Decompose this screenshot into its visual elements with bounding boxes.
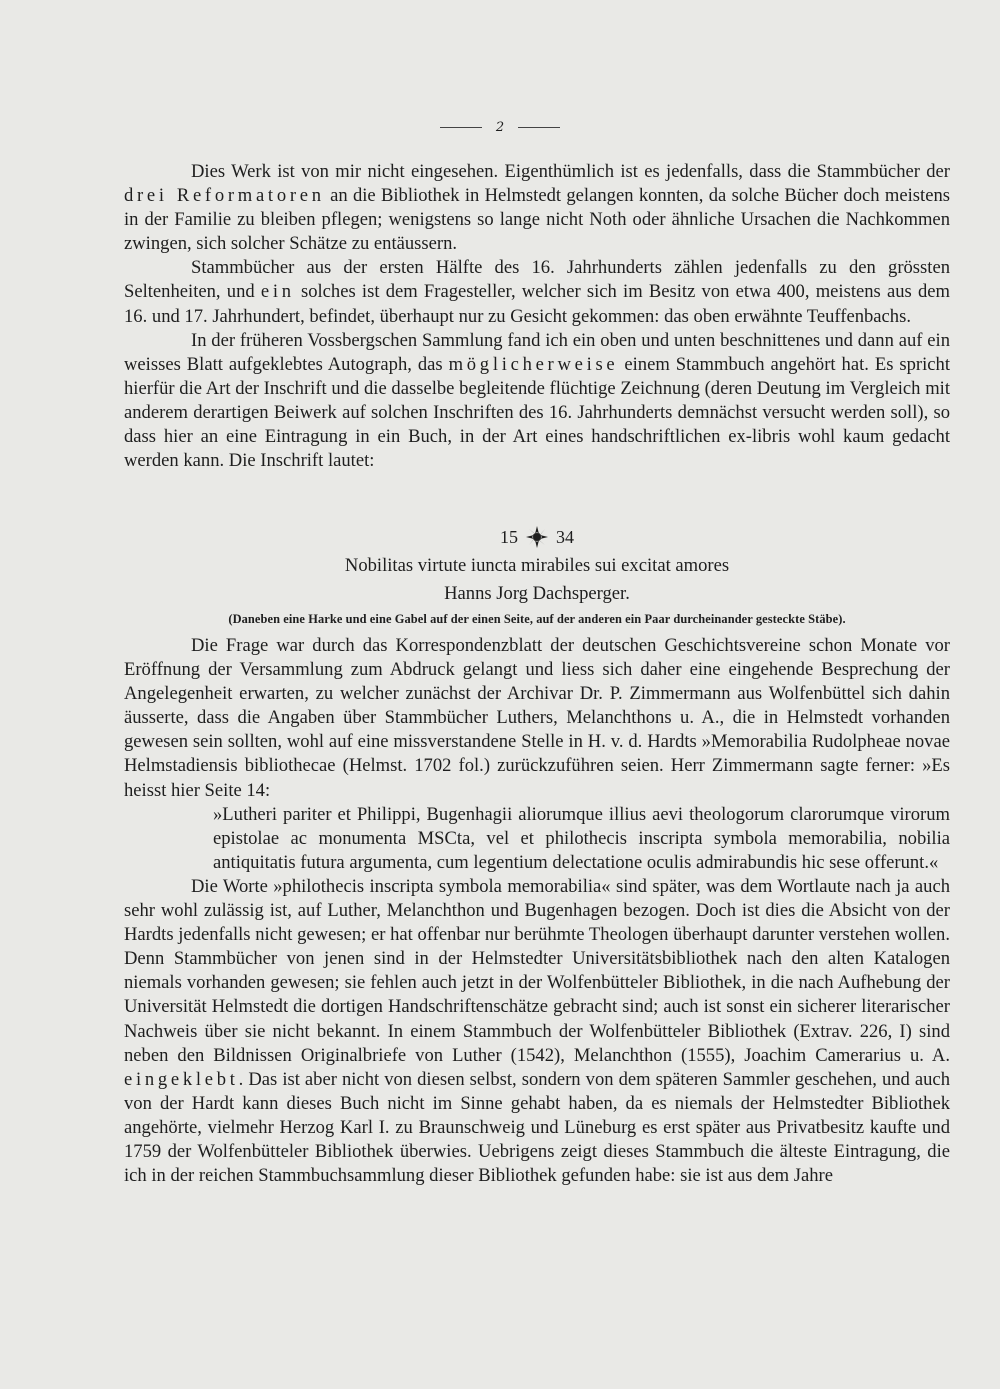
inscription-motto: Nobilitas virtute iuncta mirabiles sui excitat amores [344, 555, 730, 576]
latin-quote: »Lutheri pariter et Philippi, Bugenhagii aliorumque illius aevi theologorum clarorumque virorum epistolae ac monumenta MSCta, vel et philothecis inscripta symbola memorabilia, nobilia antiquitatis futura argumenta, cum legentium delectatione oculis admirabundis hic sese offerunt.« [213, 803, 950, 873]
inscription-year-right: 34 [556, 527, 574, 547]
inscription-date [124, 522, 950, 552]
spaced-emphasis: drei Reformatoren [124, 185, 325, 207]
star-ornament-icon [526, 526, 548, 548]
header-rule-left [440, 127, 482, 128]
inscription-year-left: 15 [500, 527, 518, 547]
body-text-upper [124, 160, 950, 473]
spaced-emphasis: eingeklebt [124, 1068, 239, 1090]
paragraph-2: Stammbücher aus der ersten Hälfte des 16. Jahrhunderts zählen jedenfalls zu den grössten Seltenheiten, und ein solches ist dem Fragesteller, welcher sich im Besitz von etwa 400, meistens aus dem 16. und 17. Jahrhundert, befindet, überhaupt nur zu Gesicht gekommen: das oben erwähnte Teuffenbachs. [124, 257, 950, 327]
paragraph-5: Die Worte »philothecis inscripta symbola memorabilia« sind später, was dem Wortlaute nach ja auch sehr wohl zulässig ist, auf Luther, Melanchthon und Bugenhagen bezogen. Doch ist dies die Absicht von der Hardts jedenfalls nicht gewesen; er hat offenbar nur berühmte Theologen überhaupt darunter verstehen wollen. Denn Stammbücher von jenen sind in der Helmstedter Universitätsbibliothek nach den alten Katalogen niemals vorhanden gewesen; sie fehlen auch jetzt in der Wolfenbütteler Bibliothek, in die nach Aufhebung der Universität Helmstedt die dortigen Handschriftenschätze gebracht sind; auch ist sonst ein sicherer literarischer Nachweis über sie nicht bekannt. In einem Stammbuch der Wolfenbütteler Bibliothek (Extrav. 226, I) sind neben den Bildnissen Originalbriefe von Luther (1542), Melanchthon (1555), Joachim Camerarius u. A. eingeklebt. Das ist aber nicht von diesen selbst, sondern von dem späteren Sammler geschehen, und auch von der Hardt kann dieses Buch nicht im Sinne gehabt haben, da es niemals der Helmstedter Bibliothek angehörte, vielmehr Herzog Karl I. zu Braunschweig und Lüneburg es erst später aus Privatbesitz kaufte und 1759 der Wolfenbütteler Bibliothek überwies. Uebrigens zeigt dieses Stammbuch die älteste Eintragung, die ich in der reichen Stammbuchsammlung dieser Bibliothek gefunden habe: sie ist aus dem Jahre [124, 875, 950, 1187]
paragraph-3: In der früheren Vossbergschen Sammlung fand ich ein oben und unten beschnittenes und dann auf ein weisses Blatt aufgeklebtes Autograph, das möglicherweise einem Stammbuch angehört hat. Es spricht hierfür die Art der Inschrift und die dasselbe begleitende flüchtige Zeichnung (deren Deutung im Vergleich mit anderem derartigen Beiwerk auf solchen Inschriften des 16. Jahrhunderts demnächst versucht werden soll), so dass hier an eine Eintragung in ein Buch, in der Art eines handschriftlichen ex-libris wohl kaum gedacht werden kann. Die Inschrift lautet: [124, 329, 951, 472]
inscription-note: (Daneben eine Harke und eine Gabel auf der einen Seite, auf der anderen ein Paar durcheinander gesteckte Stäbe). [228, 612, 846, 626]
body-text-lower [124, 634, 950, 1188]
spaced-emphasis: ein [260, 281, 295, 303]
header-rule-right [518, 127, 560, 128]
spaced-emphasis: möglicherweise [448, 353, 619, 375]
inscription-block [124, 522, 950, 630]
paragraph-1: Dies Werk ist von mir nicht eingesehen. Eigenthümlich ist es jedenfalls, dass die Stammbücher der drei Reformatoren an die Bibliothek in Helmstedt gelangen konnten, da solche Bücher doch meistens in der Familie zu bleiben pflegen; wenigstens so lange nicht Noth oder ähnliche Ursachen die Nachkommen zwingen, sich solcher Schätze zu entäussern. [124, 161, 950, 255]
paragraph-4: Die Frage war durch das Korrespondenzblatt der deutschen Geschichtsvereine schon Monate vor Eröffnung der Versammlung zum Abdruck gelangt und liess sich daher eine eingehende Besprechung der Angelegenheit erwarten, zu welcher zunächst der Archivar Dr. P. Zimmermann aus Wolfenbüttel sich dahin äusserte, dass die Angaben über Stammbücher Luthers, Melanchthons u. A., die in Helmstedt vorhanden gewesen sein sollten, wohl auf eine missverstandene Stelle in H. v. d. Hardts »Memorabilia Rudolpheae novae Helmstadiensis bibliothecae (Helmst. 1702 fol.) zurückzuführen seien. Herr Zimmermann sagte ferner: »Es heisst hier Seite 14: [124, 635, 950, 801]
page-number: 2 [495, 120, 505, 135]
page-header [0, 120, 1000, 135]
inscription-name: Hanns Jorg Dachsperger. [444, 583, 630, 604]
